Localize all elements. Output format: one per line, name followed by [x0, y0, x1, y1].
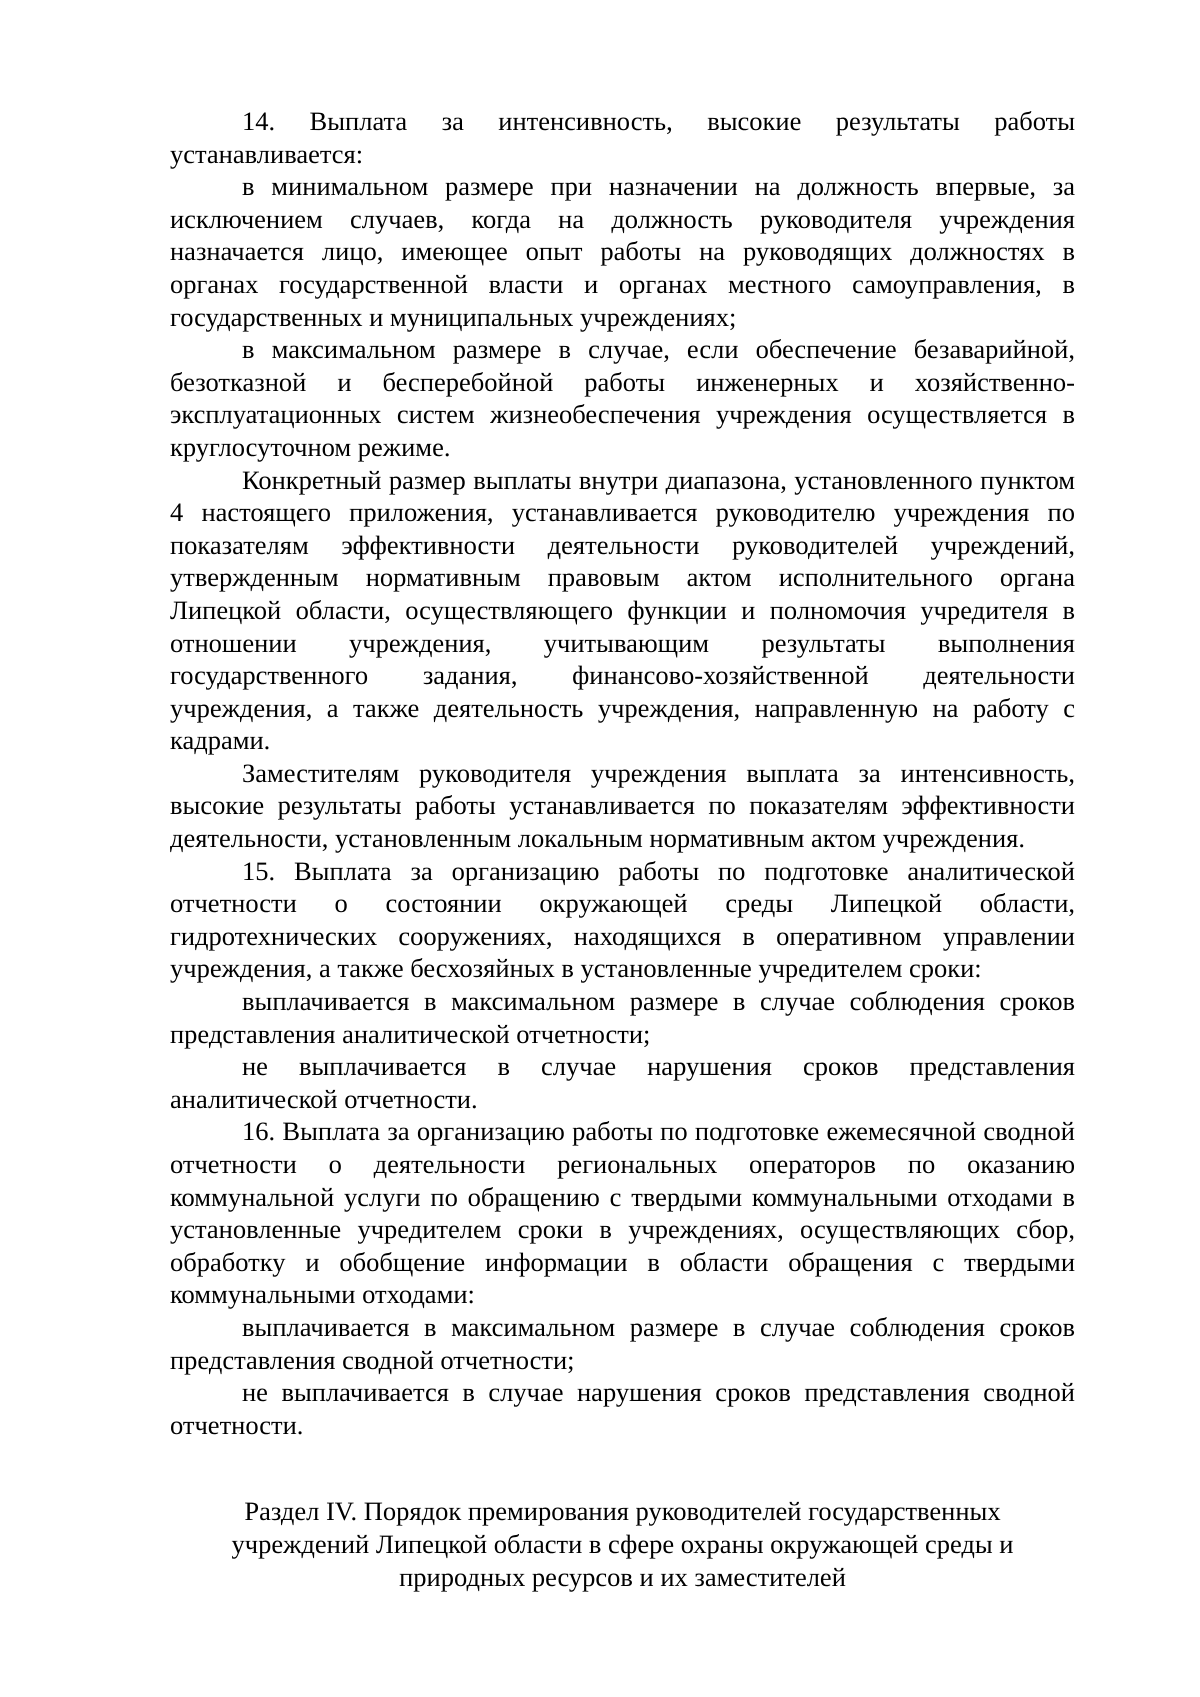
- paragraph-item-15-paid: выплачивается в максимальном размере в случае соблюдения сроков представления аналитической отчетности;: [170, 986, 1075, 1049]
- paragraph-item-16: 16. Выплата за организацию работы по подготовке ежемесячной сводной отчетности о деятельности региональных операторов по оказанию коммунальной услуги по обращению с твердыми коммунальными отходами в установленные учредителем сроки в учреждениях, осуществляющих сбор, обработку и обобщение информации в области обращения с твердыми коммунальными отходами:: [170, 1116, 1075, 1310]
- paragraph-item-15: 15. Выплата за организацию работы по подготовке аналитической отчетности о состоянии окружающей среды Липецкой области, гидротехнических сооружениях, находящихся в оперативном управлении учреждения, а также бесхозяйных в установленные учредителем сроки:: [170, 855, 1075, 984]
- paragraph-item-15-not-paid: не выплачивается в случае нарушения сроков представления аналитической отчетности.: [170, 1051, 1075, 1114]
- section-heading-line-1: Раздел IV. Порядок премирования руководителей государственных: [244, 1496, 1001, 1527]
- section-heading: [170, 1495, 1075, 1593]
- paragraph-item-16-paid: выплачивается в максимальном размере в случае соблюдения сроков представления сводной отчетности;: [170, 1311, 1075, 1375]
- paragraph-maximum-size: в максимальном размере в случае, если обеспечение безаварийной, безотказной и бесперебойной работы инженерных и хозяйственно-эксплуатационных систем жизнеобеспечения учреждения осуществляется в круглосуточном режиме.: [170, 334, 1075, 462]
- paragraph-specific-size: Конкретный размер выплаты внутри диапазона, установленного пунктом 4 настоящего приложения, устанавливается руководителю учреждения по показателям эффективности деятельности руководителей учреждений, утвержденным нормативным правовым актом исполнительного органа Липецкой области, осуществляющего функции и полномочия учредителя в отношении учреждения, учитывающим результаты выполнения государственного задания, финансово-хозяйственной деятельности учреждения, а также деятельность учреждения, направленную на работу с кадрами.: [170, 464, 1075, 756]
- paragraph-item-16-not-paid: не выплачивается в случае нарушения сроков представления сводной отчетности.: [170, 1377, 1075, 1440]
- paragraph-item-14: 14. Выплата за интенсивность, высокие результаты работы устанавливается:: [170, 106, 1075, 169]
- paragraph-minimum-size: в минимальном размере при назначении на должность впервые, за исключением случаев, когда на должность руководителя учреждения назначается лицо, имеющее опыт работы на руководящих должностях в органах государственной власти и органах местного самоуправления, в государственных и муниципальных учреждениях;: [170, 171, 1075, 332]
- paragraph-deputies: Заместителям руководителя учреждения выплата за интенсивность, высокие результаты работы устанавливается по показателям эффективности деятельности, установленным локальным нормативным актом учреждения.: [170, 757, 1075, 854]
- section-heading-line-2: учреждений Липецкой области в сфере охраны окружающей среды и: [231, 1528, 1014, 1559]
- section-heading-line-3: природных ресурсов и их заместителей: [399, 1561, 846, 1592]
